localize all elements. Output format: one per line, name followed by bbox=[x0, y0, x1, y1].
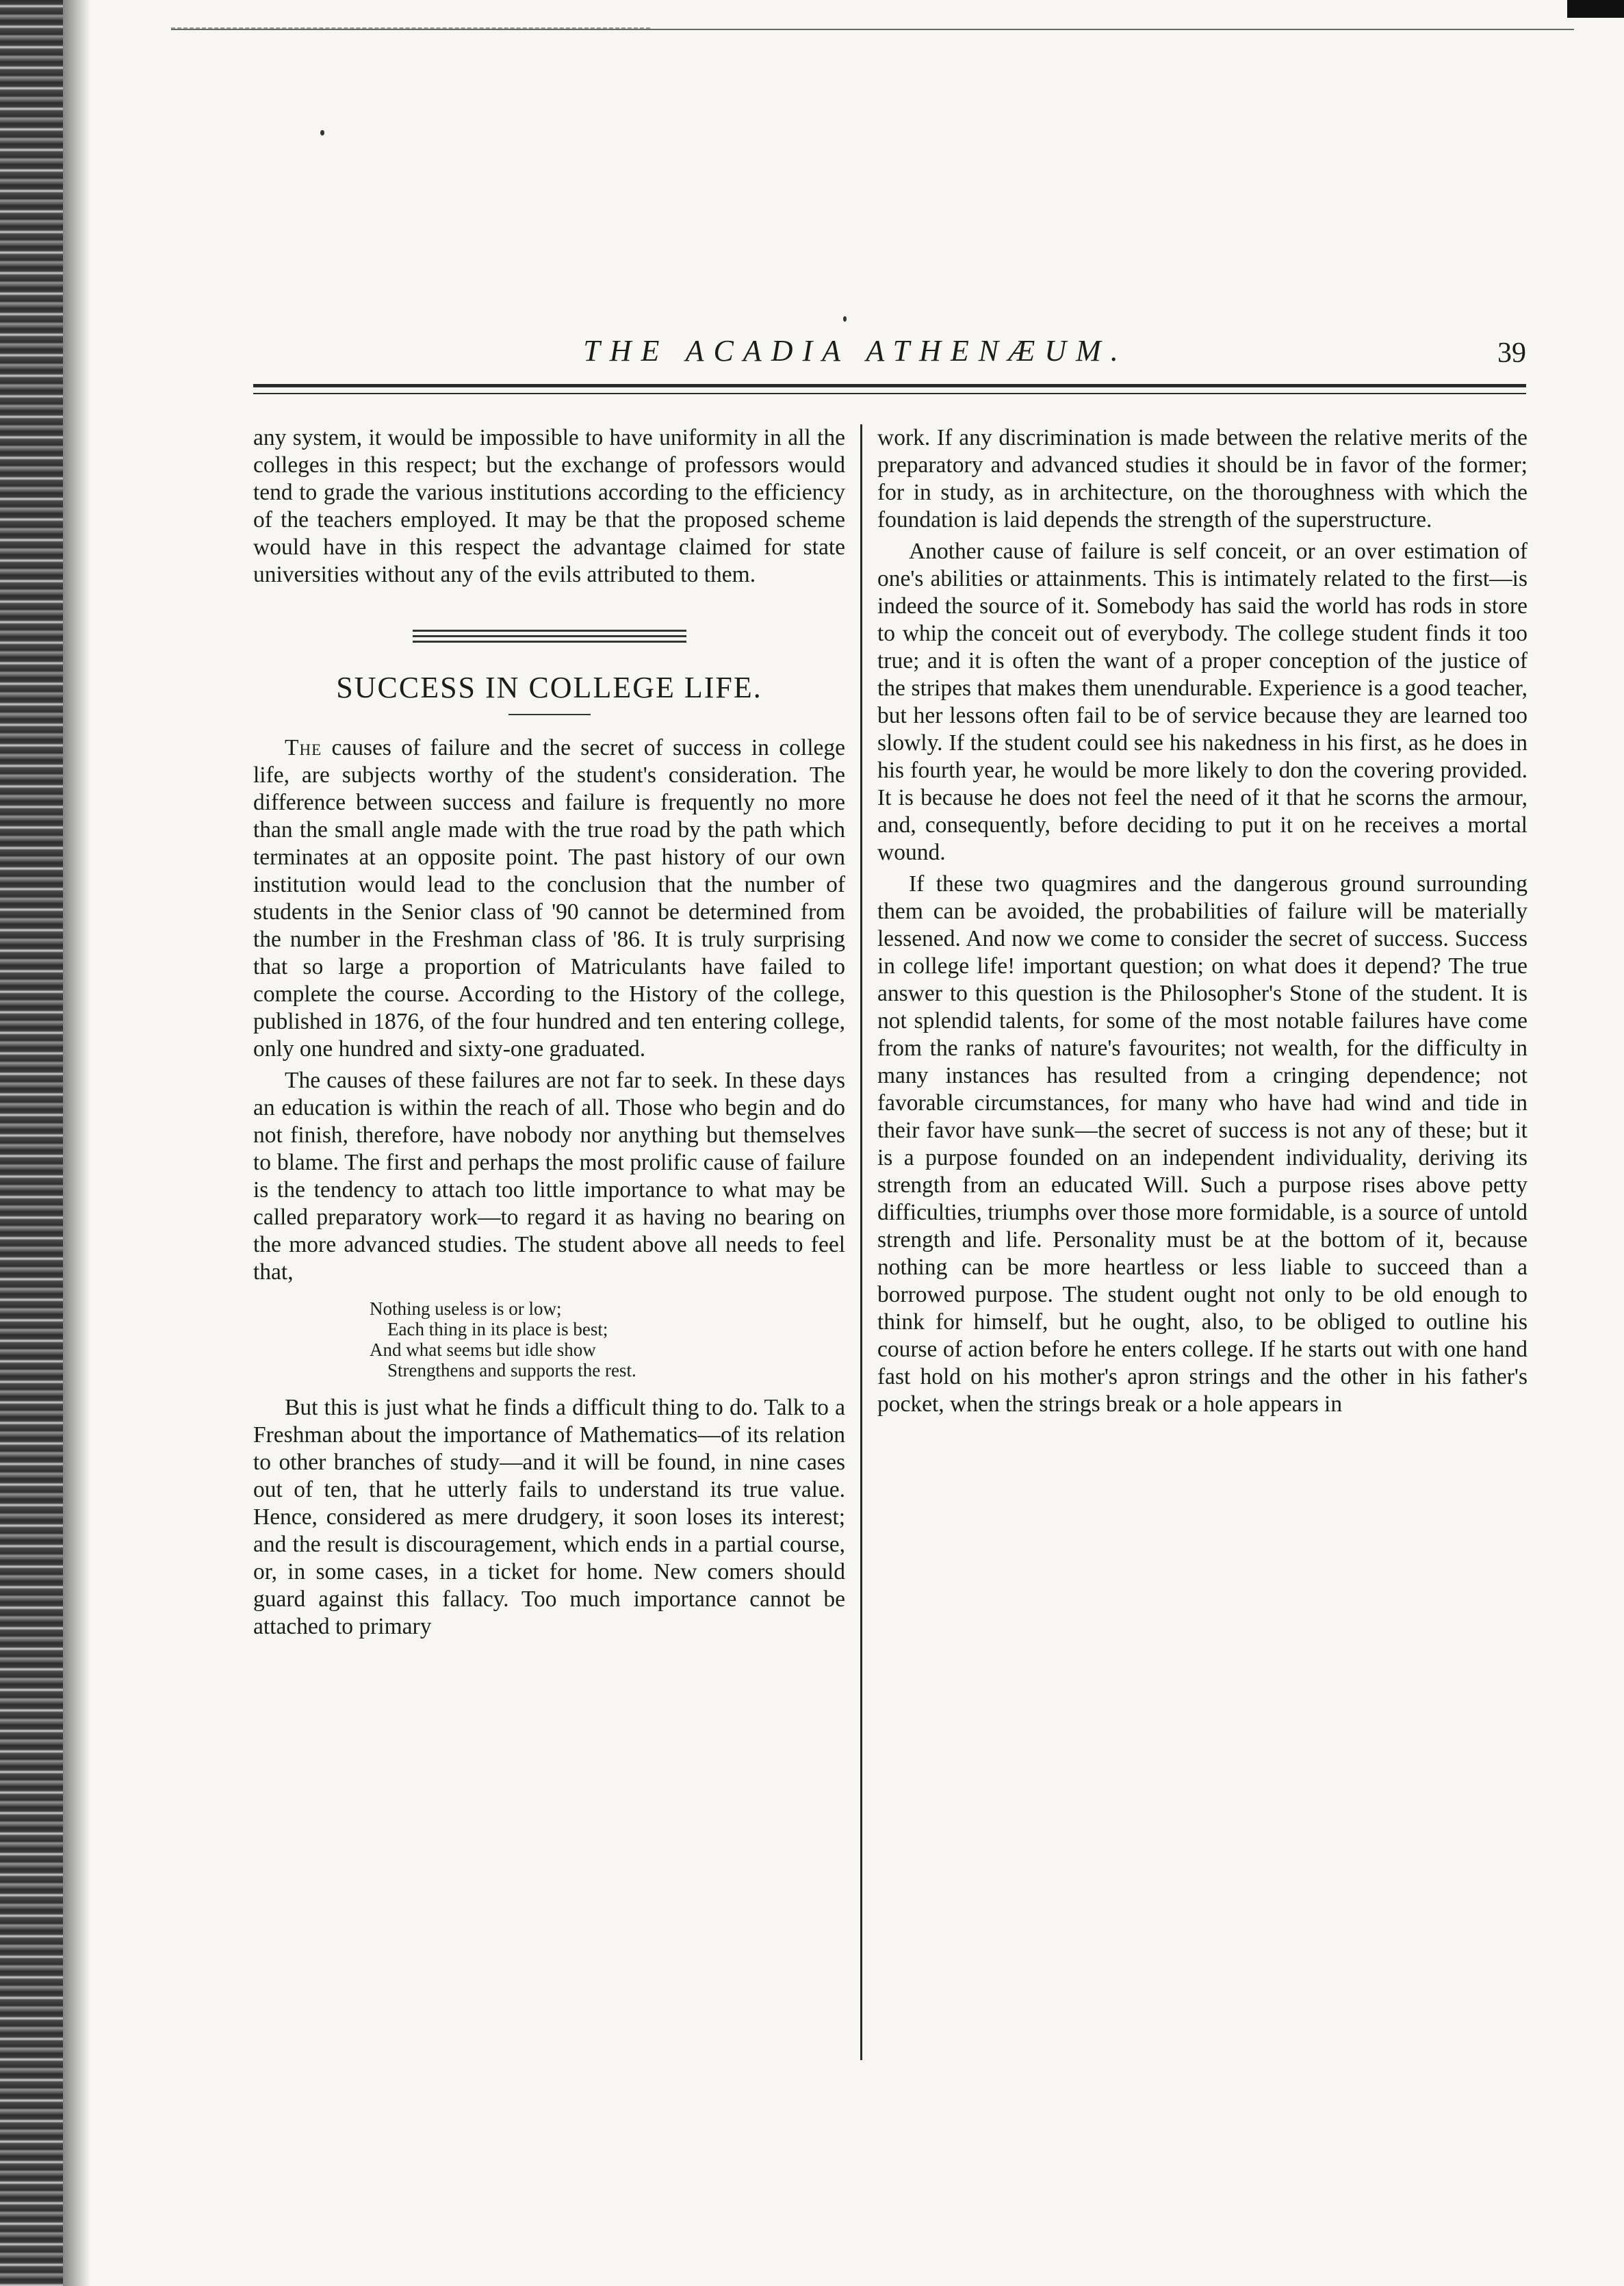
article-title: SUCCESS IN COLLEGE LIFE. bbox=[336, 671, 762, 704]
header-rule-thin bbox=[253, 393, 1526, 394]
verse-line: And what seems but idle show bbox=[370, 1339, 596, 1360]
verse-line: Strengthens and supports the rest. bbox=[387, 1360, 636, 1380]
title-rule bbox=[508, 714, 591, 715]
header-rule-thick bbox=[253, 384, 1526, 387]
right-column bbox=[877, 424, 1528, 1422]
verse-quotation bbox=[370, 1298, 845, 1380]
article-paragraph-1 bbox=[253, 734, 845, 1063]
left-column bbox=[253, 424, 845, 1645]
article-paragraph-4: work. If any discrimination is made between the relative merits of the preparatory and advanced studies it should be in favor of the former; for in study, as in architecture, on the thoroughness with which the foundation is laid depends the strength of the superstructure. bbox=[877, 425, 1528, 532]
continued-paragraph: any system, it would be impossible to have uniformity in all the colleges in this respect; but the exchange of professors would tend to grade the various institutions according to the efficiency of the teachers employed. It may be that the proposed scheme would have in this respect the advantage claimed for state universities without any of the evils attributed to them. bbox=[253, 425, 845, 587]
verse-line: Nothing useless is or low; bbox=[370, 1298, 562, 1319]
ink-speck bbox=[320, 130, 324, 136]
running-title: THE ACADIA ATHENÆUM. bbox=[583, 334, 1128, 368]
verse-line: Each thing in its place is best; bbox=[387, 1319, 608, 1339]
paragraph-text: causes of failure and the secret of success in college life, are subjects worthy of the student's consideration. The difference between success and failure is frequently no more than the small angle made with the true road by the path which terminates at an opposite point. The past history of our own institution would lead to the conclusion that the number of students in the Senior class of '90 cannot be determined from the number in the Freshman class of '86. It is truly surprising that so large a proportion of Matriculants have failed to complete the course. According to the History of the college, published in 1876, of the four hundred and ten entering college, only one hundred and sixty-one graduated. bbox=[253, 735, 845, 1062]
column-divider bbox=[860, 424, 862, 2060]
scan-top-edge bbox=[171, 29, 1574, 30]
gutter-shadow bbox=[63, 0, 90, 2286]
article-paragraph-6: If these two quagmires and the dangerous ground surrounding them can be avoided, the probabilities of failure will be materially lessened. And now we come to consider the secret of success. Success in college life! important question; on what does it depend? The true answer to this question is the Philosopher's Stone of the student. It is not splendid talents, for some of the most notable failures have come from the ranks of nature's favourites; not wealth, for the difficulty in many instances has resulted from a cringing dependence; not favorable circumstances, for many who have had wind and tide in their favor have sunk—the secret of success is not any of these; but it is a purpose founded on an independent individuality, deriving its strength from an educated Will. Such a purpose rises above petty difficulties, triumphs over those more formidable, is a source of untold strength and life. Personality must be at the bottom of it, because nothing can be more heartless or less liable to succeed than a borrowed purpose. The student ought not only to be old enough to think for himself, but he ought, also, to be obliged to outline his course of action before he enters college. If he starts out with one hand fast hold on his mother's apron strings and the other in his father's pocket, when the strings break or a hole appears in bbox=[877, 871, 1528, 1417]
section-divider bbox=[413, 630, 686, 643]
ink-speck bbox=[843, 316, 847, 322]
article-paragraph-2: The causes of these failures are not far to seek. In these days an education is within the reach of all. Those who begin and do not finish, therefore, have nobody nor anything but themselves to blame. The first and perhaps the most prolific cause of failure is the tendency to attach too little importance to what may be called preparatory work—to regard it as having no bearing on the more advanced studies. The student above all needs to feel that, bbox=[253, 1068, 845, 1285]
book-spine-shadow bbox=[0, 0, 63, 2286]
article-paragraph-5: Another cause of failure is self conceit, or an over estimation of one's abilities or attainments. This is intimately related to the first—is indeed the source of it. Somebody has said the world has rods in store to whip the conceit out of everybody. The college student finds it too true; and it is often the want of a proper conception of the justice of the stripes that makes them unendurable. Experience is a good teacher, but her lessons often fail to be of service because they are learned too slowly. If the student could see his nakedness in his first, as he does in his fourth year, he would be more likely to don the covering provided. It is because he does not feel the need of it that he scorns the armour, and, consequently, before deciding to put it on he receives a mortal wound. bbox=[877, 539, 1528, 865]
lead-word: The bbox=[285, 735, 322, 760]
article-paragraph-3: But this is just what he finds a difficult thing to do. Talk to a Freshman about the importance of Mathematics—of its relation to other branches of study—and it will be found, in nine cases out of ten, that he utterly fails to understand its true value. Hence, considered as mere drudgery, it soon loses its interest; and the result is discouragement, which ends in a partial course, or, in some cases, in a ticket for home. New comers should guard against this fallacy. Too much importance cannot be attached to primary bbox=[253, 1395, 845, 1639]
page-number: 39 bbox=[1497, 337, 1526, 369]
corner-ink-blot bbox=[1567, 0, 1624, 18]
